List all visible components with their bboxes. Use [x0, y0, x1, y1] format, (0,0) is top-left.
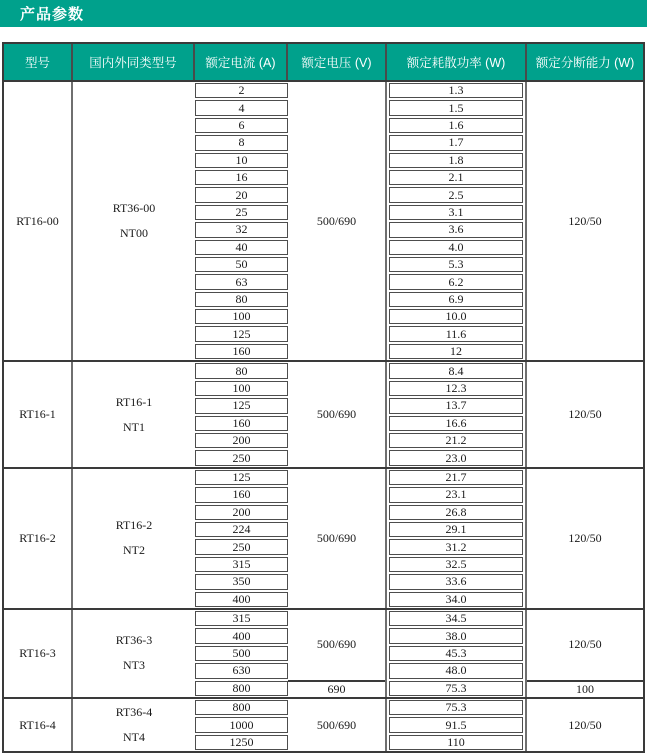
- current-row-slot: [195, 362, 288, 379]
- current-row-slot: [195, 99, 288, 116]
- power-row-slot: [387, 716, 525, 733]
- current-row-slot: [195, 627, 288, 644]
- model-cell: [4, 469, 73, 608]
- equivalent-cell: [73, 469, 195, 608]
- page-title: 产品参数: [20, 6, 85, 23]
- power-row-slot: [387, 99, 525, 116]
- equivalent-value-line: RT36-4: [115, 705, 153, 720]
- current-row-slot: [195, 273, 288, 290]
- power-row-slot: [387, 521, 525, 538]
- power-row-slot: [387, 186, 525, 203]
- equivalent-cell: [73, 610, 195, 697]
- power-row-slot: [387, 591, 525, 608]
- power-row-slot: [387, 556, 525, 573]
- current-row-slot: [195, 221, 288, 238]
- current-cell: 500: [195, 646, 288, 661]
- current-row-slot: [195, 432, 288, 449]
- model-value: RT16-00: [16, 213, 59, 228]
- power-row-slot: [387, 82, 525, 99]
- current-row-slot: [195, 591, 288, 608]
- current-row-slot: [195, 186, 288, 203]
- rated-voltage-column: [288, 610, 387, 697]
- current-cell: 800: [195, 700, 288, 715]
- table-header-row: [4, 44, 643, 82]
- power-cell: 34.5: [389, 611, 523, 626]
- column-header-equivalent: 国内外同类型号: [73, 44, 195, 80]
- table-section-rt16-3: [4, 608, 643, 697]
- power-cell: 5.3: [389, 257, 523, 272]
- current-cell: 125: [195, 326, 288, 341]
- model-value: RT16-4: [19, 717, 56, 732]
- current-row-slot: [195, 556, 288, 573]
- current-cell: 800: [195, 681, 288, 696]
- breaking-capacity-cell: 120/50: [568, 407, 602, 422]
- power-row-slot: [387, 273, 525, 290]
- power-row-slot: [387, 486, 525, 503]
- power-dissipation-column: [387, 362, 527, 466]
- current-row-slot: [195, 538, 288, 555]
- power-cell: 6.9: [389, 292, 523, 307]
- power-cell: 2.1: [389, 170, 523, 185]
- power-row-slot: [387, 152, 525, 169]
- column-header-rated-current: 额定电流 (A): [195, 44, 288, 80]
- current-row-slot: [195, 169, 288, 186]
- power-row-slot: [387, 538, 525, 555]
- current-row-slot: [195, 734, 288, 751]
- breaking-capacity-column: [527, 699, 643, 751]
- current-cell: 25: [195, 205, 288, 220]
- power-row-slot: [387, 610, 525, 627]
- power-cell: 21.2: [389, 433, 523, 448]
- power-cell: 1.6: [389, 118, 523, 133]
- rated-current-column: [195, 362, 288, 466]
- equivalent-value-line: NT2: [123, 543, 145, 558]
- power-cell: 11.6: [389, 326, 523, 341]
- voltage-cell: 500/690: [316, 407, 357, 422]
- power-cell: 26.8: [389, 505, 523, 520]
- power-cell: 10.0: [389, 309, 523, 324]
- current-row-slot: [195, 486, 288, 503]
- breaking-capacity-cell: 120/50: [568, 637, 602, 652]
- rated-voltage-column: [288, 82, 387, 360]
- current-cell: 315: [195, 611, 288, 626]
- breaking-capacity-cell: 120/50: [568, 717, 602, 732]
- current-cell: 400: [195, 628, 288, 643]
- voltage-cell: 500/690: [316, 717, 357, 732]
- model-cell: [4, 82, 73, 360]
- current-row-slot: [195, 308, 288, 325]
- table-section-rt16-4: [4, 697, 643, 751]
- power-cell: 38.0: [389, 628, 523, 643]
- column-header-rated-voltage: 额定电压 (V): [288, 44, 387, 80]
- power-cell: 13.7: [389, 398, 523, 413]
- model-value: RT16-3: [19, 645, 56, 660]
- current-cell: 8: [195, 135, 288, 150]
- equivalent-value-line: NT3: [123, 658, 145, 673]
- power-row-slot: [387, 169, 525, 186]
- table-section-rt16-2: [4, 467, 643, 608]
- current-cell: 350: [195, 574, 288, 589]
- rated-current-column: [195, 82, 288, 360]
- current-cell: 125: [195, 398, 288, 413]
- current-cell: 16: [195, 170, 288, 185]
- power-row-slot: [387, 699, 525, 716]
- power-row-slot: [387, 362, 525, 379]
- current-row-slot: [195, 699, 288, 716]
- current-cell: 2: [195, 83, 288, 98]
- breaking-capacity-column: [527, 469, 643, 608]
- current-row-slot: [195, 415, 288, 432]
- power-row-slot: [387, 662, 525, 679]
- power-row-slot: [387, 325, 525, 342]
- current-cell: 80: [195, 363, 288, 378]
- current-cell: 20: [195, 187, 288, 202]
- table-section-rt16-1: [4, 360, 643, 466]
- power-row-slot: [387, 117, 525, 134]
- current-cell: 400: [195, 592, 288, 607]
- power-cell: 45.3: [389, 646, 523, 661]
- model-cell: [4, 699, 73, 751]
- power-row-slot: [387, 397, 525, 414]
- equivalent-cell: [73, 82, 195, 360]
- power-cell: 1.5: [389, 100, 523, 115]
- power-cell: 16.6: [389, 416, 523, 431]
- power-cell: 4.0: [389, 240, 523, 255]
- power-row-slot: [387, 256, 525, 273]
- current-cell: 100: [195, 309, 288, 324]
- current-cell: 1000: [195, 717, 288, 732]
- current-row-slot: [195, 521, 288, 538]
- rated-voltage-column: [288, 362, 387, 466]
- rated-voltage-column: [288, 469, 387, 608]
- power-cell: 34.0: [389, 592, 523, 607]
- current-row-slot: [195, 449, 288, 466]
- power-cell: 8.4: [389, 363, 523, 378]
- power-cell: 33.6: [389, 574, 523, 589]
- current-cell: 630: [195, 663, 288, 678]
- power-dissipation-column: [387, 469, 527, 608]
- current-cell: 100: [195, 381, 288, 396]
- current-cell: 250: [195, 450, 288, 465]
- equivalent-value-line: RT16-1: [115, 394, 153, 409]
- page-title-bar: [0, 0, 647, 27]
- current-cell: 6: [195, 118, 288, 133]
- power-row-slot: [387, 469, 525, 486]
- power-cell: 32.5: [389, 557, 523, 572]
- current-row-slot: [195, 662, 288, 679]
- current-cell: 160: [195, 487, 288, 502]
- current-row-slot: [195, 397, 288, 414]
- rated-current-column: [195, 469, 288, 608]
- power-row-slot: [387, 645, 525, 662]
- power-cell: 75.3: [389, 700, 523, 715]
- current-row-slot: [195, 256, 288, 273]
- current-cell: 1250: [195, 735, 288, 750]
- power-cell: 23.0: [389, 450, 523, 465]
- power-cell: 12: [389, 344, 523, 359]
- current-cell: 224: [195, 522, 288, 537]
- current-cell: 200: [195, 433, 288, 448]
- power-row-slot: [387, 680, 525, 697]
- current-row-slot: [195, 152, 288, 169]
- power-row-slot: [387, 734, 525, 751]
- power-row-slot: [387, 449, 525, 466]
- breaking-capacity-column: [527, 82, 643, 360]
- rated-voltage-column: [288, 699, 387, 751]
- rated-current-column: [195, 699, 288, 751]
- power-cell: 12.3: [389, 381, 523, 396]
- current-cell: 200: [195, 505, 288, 520]
- current-row-slot: [195, 343, 288, 360]
- equivalent-cell: [73, 362, 195, 466]
- power-cell: 23.1: [389, 487, 523, 502]
- equivalent-value-line: NT00: [120, 226, 148, 241]
- current-cell: 160: [195, 416, 288, 431]
- breaking-capacity-column: [527, 362, 643, 466]
- equivalent-value-line: NT4: [123, 730, 145, 745]
- column-header-breaking-capacity: 额定分断能力 (W): [535, 56, 635, 70]
- model-value: RT16-1: [19, 407, 56, 422]
- table-section-rt16-00: [4, 82, 643, 360]
- power-cell: 110: [389, 735, 523, 750]
- current-row-slot: [195, 469, 288, 486]
- power-row-slot: [387, 380, 525, 397]
- current-cell: 40: [195, 240, 288, 255]
- voltage-cell: 500/690: [316, 530, 357, 545]
- power-cell: 6.2: [389, 274, 523, 289]
- power-cell: 91.5: [389, 717, 523, 732]
- current-cell: 80: [195, 292, 288, 307]
- power-dissipation-column: [387, 82, 527, 360]
- power-row-slot: [387, 134, 525, 151]
- current-row-slot: [195, 716, 288, 733]
- current-cell: 50: [195, 257, 288, 272]
- current-row-slot: [195, 117, 288, 134]
- current-row-slot: [195, 680, 288, 697]
- power-row-slot: [387, 432, 525, 449]
- current-row-slot: [195, 610, 288, 627]
- voltage-cell: 500/690: [316, 213, 357, 228]
- current-row-slot: [195, 325, 288, 342]
- power-cell: 3.6: [389, 222, 523, 237]
- current-row-slot: [195, 134, 288, 151]
- power-row-slot: [387, 204, 525, 221]
- current-row-slot: [195, 204, 288, 221]
- breaking-capacity-cell: 100: [527, 680, 643, 697]
- current-row-slot: [195, 239, 288, 256]
- power-row-slot: [387, 343, 525, 360]
- breaking-capacity-cell: 120/50: [568, 213, 602, 228]
- power-row-slot: [387, 573, 525, 590]
- power-row-slot: [387, 504, 525, 521]
- current-cell: 4: [195, 100, 288, 115]
- power-cell: 1.8: [389, 153, 523, 168]
- model-cell: [4, 362, 73, 466]
- voltage-cell: 690: [288, 680, 385, 697]
- column-header-model: 型号: [4, 44, 73, 80]
- equivalent-value-line: RT36-3: [115, 633, 153, 648]
- power-row-slot: [387, 239, 525, 256]
- equivalent-value-line: NT1: [123, 419, 145, 434]
- current-cell: 32: [195, 222, 288, 237]
- voltage-cell: 500/690: [316, 637, 357, 652]
- current-cell: 160: [195, 344, 288, 359]
- power-row-slot: [387, 291, 525, 308]
- power-cell: 29.1: [389, 522, 523, 537]
- power-row-slot: [387, 221, 525, 238]
- power-row-slot: [387, 627, 525, 644]
- product-parameters-table: [2, 42, 645, 753]
- breaking-capacity-column: [527, 610, 643, 697]
- table-body: [4, 82, 643, 751]
- current-row-slot: [195, 291, 288, 308]
- current-cell: 10: [195, 153, 288, 168]
- current-row-slot: [195, 645, 288, 662]
- current-cell: 63: [195, 274, 288, 289]
- equivalent-value-line: RT36-00: [112, 201, 156, 216]
- power-dissipation-column: [387, 610, 527, 697]
- power-cell: 21.7: [389, 470, 523, 485]
- power-cell: 1.3: [389, 83, 523, 98]
- power-cell: 75.3: [389, 681, 523, 696]
- power-row-slot: [387, 415, 525, 432]
- power-row-slot: [387, 308, 525, 325]
- model-value: RT16-2: [19, 530, 56, 545]
- power-cell: 48.0: [389, 663, 523, 678]
- power-cell: 3.1: [389, 205, 523, 220]
- power-cell: 2.5: [389, 187, 523, 202]
- power-cell: 1.7: [389, 135, 523, 150]
- power-dissipation-column: [387, 699, 527, 751]
- current-cell: 250: [195, 539, 288, 554]
- current-row-slot: [195, 504, 288, 521]
- current-row-slot: [195, 380, 288, 397]
- current-cell: 315: [195, 557, 288, 572]
- model-cell: [4, 610, 73, 697]
- current-row-slot: [195, 82, 288, 99]
- rated-current-column: [195, 610, 288, 697]
- breaking-capacity-cell: 120/50: [568, 530, 602, 545]
- current-row-slot: [195, 573, 288, 590]
- current-cell: 125: [195, 470, 288, 485]
- equivalent-value-line: RT16-2: [115, 518, 153, 533]
- column-header-power-dissipation: 额定耗散功率 (W): [387, 44, 527, 80]
- equivalent-cell: [73, 699, 195, 751]
- power-cell: 31.2: [389, 539, 523, 554]
